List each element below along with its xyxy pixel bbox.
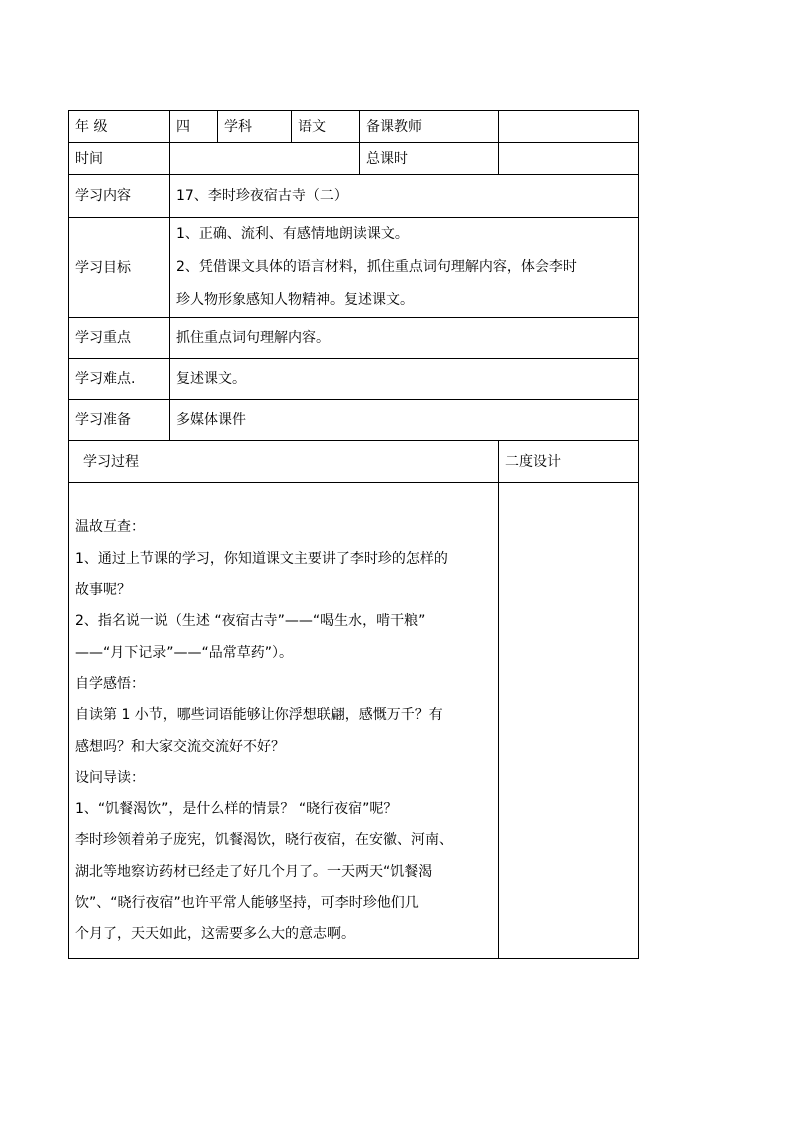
subject-value: 语文 [292,111,360,143]
key-points-label: 学习重点 [69,318,170,359]
process-line: 温故互查： [75,519,145,536]
preparation-label: 学习准备 [69,400,170,441]
time-row [69,143,639,175]
grade-label: 年 级 [69,111,170,143]
process-line: 设问导读： [75,769,145,786]
lesson-plan-table [68,110,639,959]
difficulties-label: 学习难点. [69,359,170,400]
lesson-plan-sheet [68,110,638,959]
content-label: 学习内容 [69,175,170,218]
content-row [69,175,639,218]
goal-line: 2、凭借课文具体的语言材料，抓住重点词句理解内容，体会李时 [176,259,577,275]
process-body [69,483,499,959]
goal-line: 珍人物形象感知人物精神。复述课文。 [176,292,414,308]
process-line: 李时珍领着弟子庞宪，饥餐渴饮，晓行夜宿，在安徽、河南、 [75,832,453,849]
content-value: 17、李时珍夜宿古寺（二） [170,175,639,218]
total-hours-label: 总课时 [360,143,499,175]
process-label: 学习过程 [69,441,499,483]
process-body-row [69,483,639,959]
second-design-body [499,483,639,959]
time-value [170,143,360,175]
preparation-row [69,400,639,441]
preparation-value: 多媒体课件 [170,400,639,441]
process-line: 故事呢？ [75,582,131,599]
goals-row [69,218,639,318]
header-row [69,111,639,143]
goal-line: 1、正确、流利、有感情地朗读课文。 [176,226,409,242]
process-line: 湖北等地察访药材已经走了好几个月了。一天两天“饥餐渴 [75,863,433,880]
time-label: 时间 [69,143,170,175]
process-line: 个月了，天天如此，这需要多么大的意志啊。 [75,926,355,943]
process-line: 1、“饥餐渴饮”，是什么样的情景？ “晓行夜宿”呢？ [75,801,398,818]
key-points-row [69,318,639,359]
total-hours-value [499,143,639,175]
grade-value: 四 [170,111,218,143]
process-line: 感想吗？和大家交流交流好不好？ [75,738,285,755]
goals-label: 学习目标 [69,218,170,318]
process-header-row [69,441,639,483]
teacher-label: 备课教师 [360,111,499,143]
process-line: 2、指名说一说（生述 “夜宿古寺”——“喝生水，啃干粮” [75,613,426,630]
process-line: 自学感悟： [75,675,145,692]
process-line: 饮”、“晓行夜宿”也许平常人能够坚持，可李时珍他们几 [75,894,419,911]
process-line: ——“月下记录”——“品常草药”）。 [75,644,294,661]
second-design-label: 二度设计 [499,441,639,483]
teacher-value [499,111,639,143]
process-line: 自读第 1 小节，哪些词语能够让你浮想联翩，感慨万千？有 [75,707,443,724]
goals-value [170,218,639,318]
subject-label: 学科 [218,111,292,143]
process-line: 1、通过上节课的学习，你知道课文主要讲了李时珍的怎样的 [75,550,448,567]
difficulties-value: 复述课文。 [170,359,639,400]
difficulties-row [69,359,639,400]
key-points-value: 抓住重点词句理解内容。 [170,318,639,359]
